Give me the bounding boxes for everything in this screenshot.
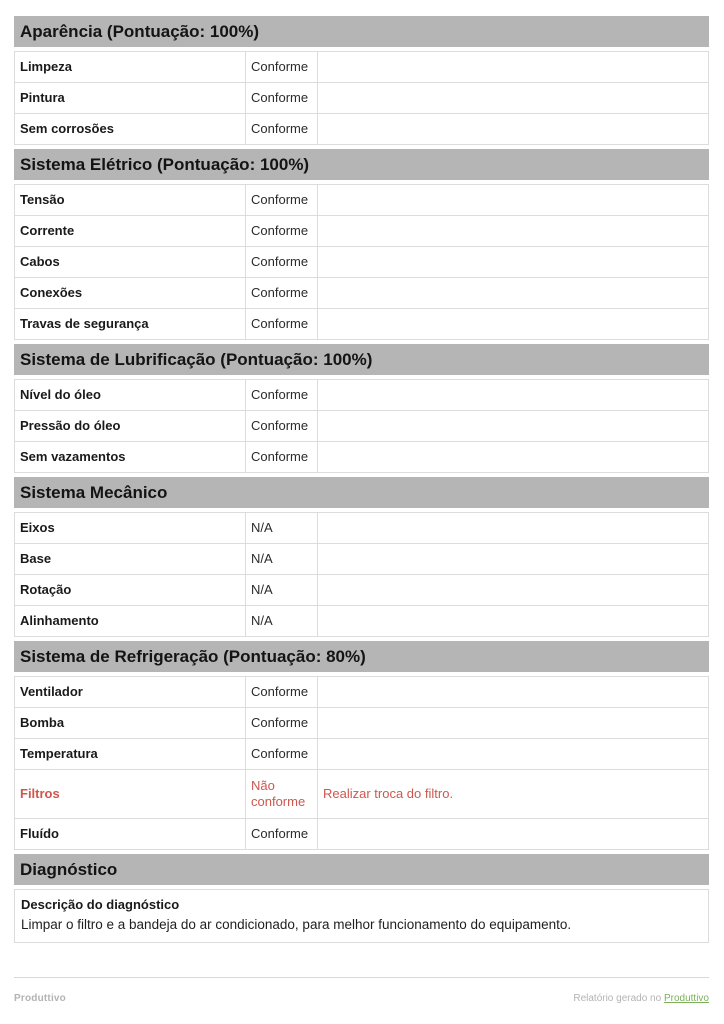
item-label: Alinhamento (20, 613, 99, 628)
section-header: Sistema Elétrico (Pontuação: 100%) (14, 149, 709, 180)
checklist-sections (14, 16, 709, 850)
item-status: Conforme (245, 278, 318, 308)
section-rows (14, 379, 709, 473)
item-observation (318, 185, 708, 215)
item-observation (318, 544, 708, 574)
item-observation (318, 114, 708, 144)
checklist-section (14, 641, 709, 850)
diagnosis-body (14, 889, 709, 943)
report-footer (14, 977, 709, 1004)
item-observation (318, 606, 708, 636)
item-status: Conforme (245, 677, 318, 707)
checklist-section (14, 344, 709, 473)
item-status: Conforme (245, 739, 318, 769)
item-label: Temperatura (20, 746, 98, 761)
item-label: Sem corrosões (20, 121, 114, 136)
item-observation (318, 83, 708, 113)
section-header: Aparência (Pontuação: 100%) (14, 16, 709, 47)
section-rows (14, 676, 709, 850)
item-status: N/A (245, 575, 318, 605)
checklist-row (15, 411, 708, 442)
diagnosis-label: Descrição do diagnóstico (21, 897, 180, 912)
item-observation (318, 411, 708, 441)
item-label: Fluído (20, 826, 59, 841)
diagnosis-section (14, 850, 709, 943)
section-rows (14, 184, 709, 340)
item-status: Conforme (245, 216, 318, 246)
checklist-row (15, 606, 708, 636)
checklist-row (15, 677, 708, 708)
item-observation: Realizar troca do filtro. (323, 786, 454, 801)
item-observation (318, 380, 708, 410)
item-label: Travas de segurança (20, 316, 149, 331)
item-status: Não conforme (245, 770, 318, 818)
item-status: Conforme (245, 708, 318, 738)
item-status: N/A (245, 606, 318, 636)
item-observation (318, 216, 708, 246)
item-observation (318, 442, 708, 472)
item-status: Conforme (245, 185, 318, 215)
item-label: Limpeza (20, 59, 73, 74)
checklist-row (15, 216, 708, 247)
checklist-section (14, 16, 709, 145)
item-status: Conforme (245, 83, 318, 113)
item-label: Cabos (20, 254, 60, 269)
item-status: N/A (245, 513, 318, 543)
item-status: Conforme (245, 411, 318, 441)
diagnosis-description: Limpar o filtro e a bandeja do ar condicionado, para melhor funcionamento do equipamento. (21, 917, 572, 932)
item-label: Rotação (20, 582, 72, 597)
checklist-row (15, 819, 708, 849)
item-label: Filtros (20, 786, 60, 801)
checklist-row (15, 309, 708, 339)
item-label: Sem vazamentos (20, 449, 126, 464)
section-header: Sistema Mecânico (14, 477, 709, 508)
item-label: Pressão do óleo (20, 418, 121, 433)
item-observation (318, 247, 708, 277)
item-observation (318, 575, 708, 605)
item-label: Tensão (20, 192, 65, 207)
item-label: Corrente (20, 223, 75, 238)
checklist-row (15, 575, 708, 606)
item-label: Pintura (20, 90, 65, 105)
item-status: Conforme (245, 309, 318, 339)
item-label: Base (20, 551, 52, 566)
checklist-row (15, 513, 708, 544)
checklist-row (15, 708, 708, 739)
checklist-row (15, 114, 708, 144)
section-rows (14, 51, 709, 145)
section-header: Sistema de Lubrificação (Pontuação: 100%) (14, 344, 709, 375)
item-observation (318, 739, 708, 769)
item-observation (318, 819, 708, 849)
section-rows (14, 512, 709, 637)
checklist-row (15, 770, 708, 819)
item-status: Conforme (245, 819, 318, 849)
item-observation (318, 513, 708, 543)
item-label: Bomba (20, 715, 65, 730)
item-status: Conforme (245, 380, 318, 410)
item-observation (318, 309, 708, 339)
footer-generated-prefix: Relatório gerado no (573, 993, 662, 1004)
diagnosis-section-title: Diagnóstico (14, 854, 709, 885)
item-status: Conforme (245, 247, 318, 277)
checklist-row (15, 278, 708, 309)
checklist-section (14, 149, 709, 340)
item-status: Conforme (245, 52, 318, 82)
item-label: Eixos (20, 520, 55, 535)
item-observation (318, 52, 708, 82)
checklist-row (15, 185, 708, 216)
item-status: Conforme (245, 114, 318, 144)
item-label: Nível do óleo (20, 387, 101, 402)
checklist-row (15, 380, 708, 411)
item-label: Ventilador (20, 684, 83, 699)
checklist-row (15, 83, 708, 114)
checklist-row (15, 247, 708, 278)
item-label: Conexões (20, 285, 83, 300)
item-observation (318, 708, 708, 738)
checklist-row (15, 544, 708, 575)
item-observation (318, 278, 708, 308)
checklist-section (14, 477, 709, 637)
checklist-row (15, 442, 708, 472)
produttivo-link[interactable]: Produttivo (663, 993, 709, 1004)
footer-brand: Produttivo (14, 993, 66, 1004)
checklist-row (15, 52, 708, 83)
item-status: Conforme (245, 442, 318, 472)
footer-generated-text (573, 993, 709, 1004)
section-header: Sistema de Refrigeração (Pontuação: 80%) (14, 641, 709, 672)
checklist-row (15, 739, 708, 770)
item-observation (318, 677, 708, 707)
item-status: N/A (245, 544, 318, 574)
